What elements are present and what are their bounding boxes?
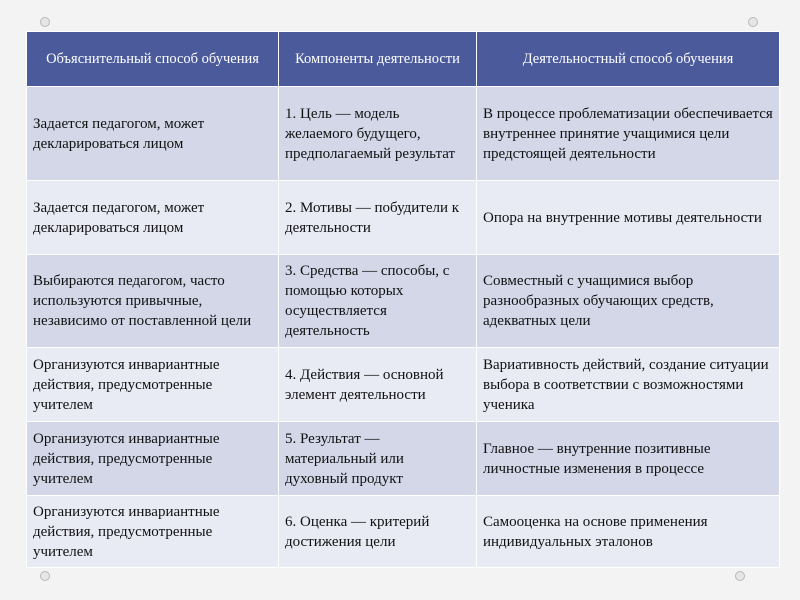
cell-explanatory: Задается педагогом, может декларироваться лицом	[27, 181, 279, 255]
cell-explanatory: Организуются инвариантные действия, предусмотренные учителем	[27, 496, 279, 568]
table-row	[27, 348, 780, 422]
cell-component: 5. Результат — материальный или духовный продукт	[279, 422, 477, 496]
cell-activity: В процессе проблематизации обеспечивается внутреннее принятие учащимися цели предстоящей деятельности	[477, 87, 780, 181]
table-header-row	[27, 32, 780, 87]
cell-activity: Вариативность действий, создание ситуации выбора в соответствии с возможностями ученика	[477, 348, 780, 422]
table-row	[27, 181, 780, 255]
table-row	[27, 87, 780, 181]
cell-component: 1. Цель — модель желаемого будущего, предполагаемый результат	[279, 87, 477, 181]
table-row	[27, 496, 780, 568]
header-components: Компоненты деятельности	[279, 32, 477, 87]
corner-dot-top-left	[40, 17, 50, 27]
table-row	[27, 255, 780, 348]
cell-component: 2. Мотивы — побудители к деятельности	[279, 181, 477, 255]
cell-activity: Главное — внутренние позитивные личностные изменения в процессе	[477, 422, 780, 496]
cell-component: 4. Действия — основной элемент деятельности	[279, 348, 477, 422]
header-explanatory: Объяснительный способ обучения	[27, 32, 279, 87]
cell-activity: Самооценка на основе применения индивидуальных эталонов	[477, 496, 780, 568]
corner-dot-bottom-left	[40, 571, 50, 581]
corner-dot-bottom-right	[735, 571, 745, 581]
cell-explanatory: Организуются инвариантные действия, предусмотренные учителем	[27, 348, 279, 422]
cell-component: 6. Оценка — критерий достижения цели	[279, 496, 477, 568]
comparison-table	[26, 31, 780, 568]
cell-explanatory: Выбираются педагогом, часто используются привычные, независимо от поставленной цели	[27, 255, 279, 348]
cell-activity: Совместный с учащимися выбор разнообразных обучающих средств, адекватных цели	[477, 255, 780, 348]
table-row	[27, 422, 780, 496]
cell-explanatory: Задается педагогом, может декларироваться лицом	[27, 87, 279, 181]
cell-component: 3. Средства — способы, с помощью которых осуществляется деятельность	[279, 255, 477, 348]
cell-activity: Опора на внутренние мотивы деятельности	[477, 181, 780, 255]
corner-dot-top-right	[748, 17, 758, 27]
header-activity: Деятельностный способ обучения	[477, 32, 780, 87]
cell-explanatory: Организуются инвариантные действия, предусмотренные учителем	[27, 422, 279, 496]
